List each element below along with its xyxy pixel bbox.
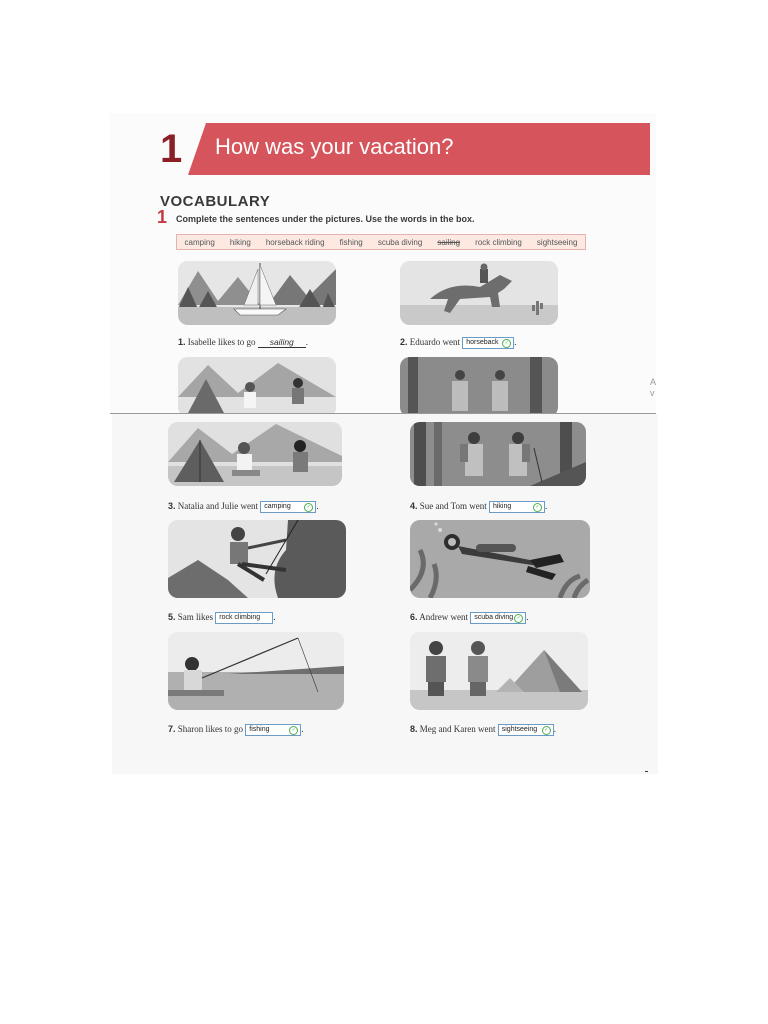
check-circle-icon: ✓ [542,726,551,735]
word-box-item: camping [184,237,215,247]
check-circle-icon: ✓ [289,726,298,735]
item-number: 3. [168,501,176,512]
section-heading: VOCABULARY [160,193,271,210]
item-text: Sam likes [177,612,214,623]
item-number: 8. [410,724,418,735]
item-1 [178,337,308,348]
word-box-item: scuba diving [377,237,423,247]
item-5 [168,612,276,624]
sightseeing-picture [410,632,588,710]
rock-climbing-picture [168,520,346,598]
edge-text-fragment [650,377,656,399]
item-6 [410,612,529,624]
answer-text: camping [264,503,291,510]
word-box-item-struck: sailing [437,237,461,247]
item-text: Natalia and Julie went [177,501,258,512]
answer-text: hiking [492,503,512,510]
horseback-picture [400,261,558,325]
answer-text: sightseeing [501,726,538,733]
answer-field[interactable] [215,612,276,624]
item-end: . [553,724,556,735]
unit-header [110,123,650,175]
item-end: . [301,724,304,735]
scuba-diving-picture [410,520,590,598]
hiking-picture [410,422,586,486]
item-text: Sue and Tom went [419,501,487,512]
edge-fragment-line: v [650,388,655,398]
word-box-item: hiking [229,237,251,247]
answer-field[interactable] [470,612,529,624]
item-number: 4. [410,501,418,512]
item-text: Eduardo went [409,337,460,348]
word-box [176,234,586,250]
item-text: Andrew went [419,612,469,623]
fishing-picture [168,632,344,710]
item-2 [400,337,517,349]
sailing-picture [178,261,336,325]
item-end: . [526,612,529,623]
stray-mark [645,771,648,772]
item-end: . [316,501,319,512]
answer-text: rock climbing [219,614,261,621]
answer-field[interactable] [489,501,548,513]
word-box-item: fishing [339,237,363,247]
item-end: . [273,612,276,623]
check-circle-icon: ✓ [502,339,511,348]
answer-field[interactable] [498,724,554,736]
item-3 [168,501,319,513]
answer-field[interactable] [245,724,304,736]
word-box-item: horseback riding [265,237,325,247]
item-text: Meg and Karen went [419,724,496,735]
unit-number: 1 [160,127,183,171]
unit-title: How was your vacation? [215,134,454,159]
item-answer: sailing [258,337,306,348]
answer-field[interactable] [260,501,319,513]
word-box-item: sightseeing [536,237,578,247]
item-end: . [514,337,517,348]
item-number: 5. [168,612,176,623]
hiking-picture-cropped [400,357,558,413]
answer-text: scuba diving [474,614,514,621]
answer-text: horseback [466,339,499,346]
item-number: 6. [410,612,418,623]
camping-picture-cropped [178,357,336,413]
worksheet-scan-top [110,113,656,413]
item-end: . [305,337,308,347]
exercise-number: 1 [157,207,168,227]
item-number: 7. [168,724,176,735]
camping-picture [168,422,342,486]
check-circle-icon: ✓ [533,503,542,512]
item-8 [410,724,556,736]
item-4 [410,501,547,513]
item-text: Isabelle likes to go [187,337,256,347]
item-7 [168,724,304,736]
item-text: Sharon likes to go [177,724,244,735]
exercise-instruction: Complete the sentences under the pictures. Use the words in the box. [176,214,475,224]
answer-text: fishing [249,726,270,733]
worksheet-scan-bottom [112,414,658,774]
edge-fragment-line: A [650,377,657,387]
item-number: 1. [178,337,186,347]
item-end: . [544,501,548,512]
check-circle-icon: ✓ [514,614,523,623]
check-circle-icon: ✓ [304,503,313,512]
item-number: 2. [400,337,408,348]
answer-field[interactable] [462,337,517,349]
word-box-item: rock climbing [475,237,522,247]
